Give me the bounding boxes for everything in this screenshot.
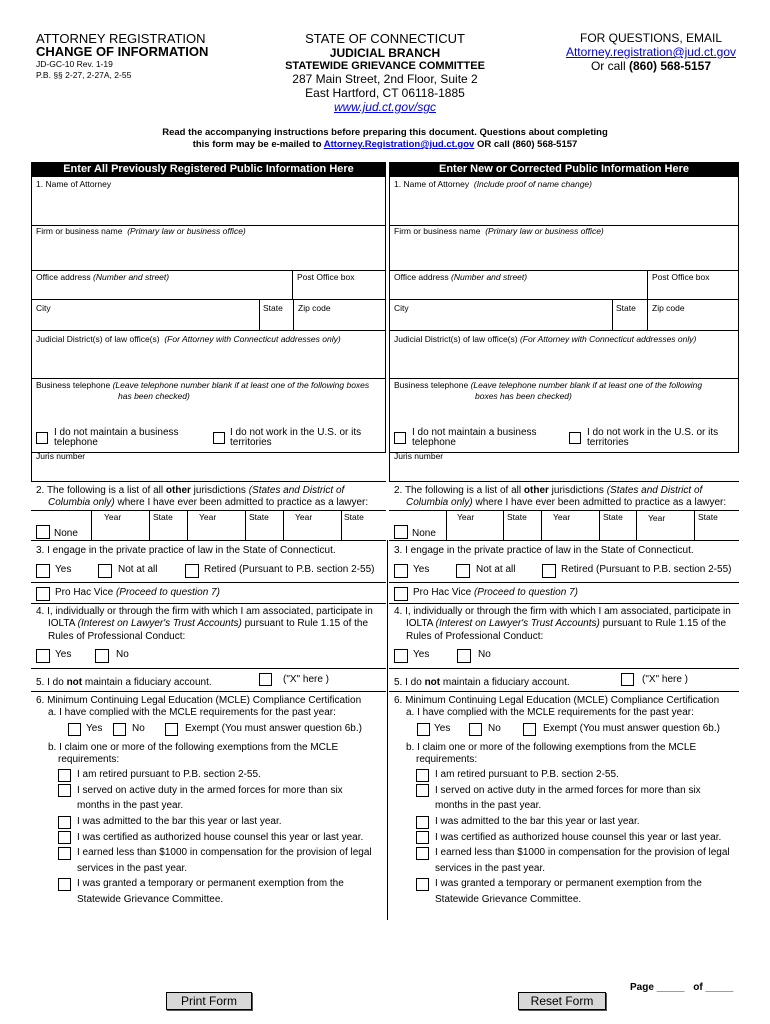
no-us-checkbox[interactable] — [213, 432, 225, 444]
new-po-box-label: Post Office box — [652, 272, 710, 282]
new-q6-yes-label: Yes — [434, 723, 451, 734]
q6-no-checkbox[interactable] — [113, 723, 126, 736]
q3-retired-checkbox[interactable] — [185, 564, 199, 578]
new-no-us-checkbox[interactable] — [569, 432, 581, 444]
page-label: Page — [630, 982, 654, 993]
q5-text-c: maintain a fiduciary account. — [82, 677, 212, 688]
new-office-address-label — [394, 272, 527, 282]
q2-text-e: Columbia only) — [48, 497, 115, 508]
new-q6-e2-checkbox[interactable] — [416, 784, 429, 797]
new-no-us-label-2: territories — [587, 437, 629, 448]
q2-text-b: other — [165, 485, 191, 496]
new-q2-text-c: jurisdictions — [548, 485, 607, 496]
q6-e3-checkbox[interactable] — [58, 816, 71, 829]
new-q4-text-a: IOLTA — [406, 618, 436, 629]
new-firm-name-label — [394, 226, 604, 236]
q5-text-a: 5. I do — [36, 677, 67, 688]
page-total-blank: _____ — [705, 982, 734, 993]
new-district-label-text: Judicial District(s) of law office(s) — [394, 334, 518, 344]
instructions-prefix: this form may be e-mailed to — [192, 139, 324, 150]
right-column — [389, 0, 739, 920]
q6-e5-checkbox[interactable] — [58, 847, 71, 860]
juris-label: Juris number — [36, 451, 86, 461]
new-q2-none-label: None — [412, 528, 436, 539]
q2-text-d: (States and District of — [248, 485, 345, 496]
q3-pro-hac-text: Pro Hac Vice — [55, 587, 114, 598]
q6-e5-label-1: I earned less than $1000 in compensation for the provision of legal — [77, 847, 372, 858]
phone-label-text: Business telephone — [36, 380, 111, 390]
new-district-label-hint: (For Attorney with Connecticut addresses only) — [519, 334, 697, 344]
new-q2-line-2 — [406, 497, 726, 508]
new-no-phone-label-1: I do not maintain a business — [412, 427, 537, 438]
form-subtitle: CHANGE OF INFORMATION — [36, 44, 209, 59]
new-q5-text-a: 5. I do — [394, 677, 425, 688]
q3-pro-hac-checkbox[interactable] — [36, 587, 50, 601]
q6-title: 6. Minimum Continuing Legal Education (MCLE) Compliance Certification — [36, 695, 362, 706]
new-no-us-label-1: I do not work in the U.S. or its — [587, 427, 719, 438]
firm-label-text: Firm or business name — [36, 226, 123, 236]
new-q5-text-b: not — [424, 677, 441, 688]
right-column-header: Enter New or Corrected Public Information Here — [389, 162, 739, 177]
new-name-label-text: 1. Name of Attorney — [394, 179, 470, 189]
zip-label: Zip code — [298, 303, 331, 313]
q3-yes-checkbox[interactable] — [36, 564, 50, 578]
new-q6-b-text-2: requirements: — [416, 754, 478, 765]
new-attorney-name-label — [394, 179, 592, 189]
office-label-text: Office address — [36, 272, 91, 282]
q2-text-c: jurisdictions — [190, 485, 249, 496]
q4-yes-label: Yes — [55, 649, 72, 660]
instructions-line-1: Read the accompanying instructions before preparing this document. Questions about completing — [162, 127, 608, 138]
q4-text-c: pursuant to Rule 1.15 of the — [241, 618, 369, 629]
new-q2-text-b: other — [523, 485, 549, 496]
new-q2-text-f: where I have ever been admitted to practice as a lawyer: — [472, 497, 727, 508]
q4-line-1: 4. I, individually or through the firm with which I am associated, participate in — [36, 606, 373, 617]
new-q6-e5-label-2: services in the past year. — [435, 863, 546, 874]
new-name-label-hint: (Include proof of name change) — [473, 179, 592, 189]
q4-text-a: IOLTA — [48, 618, 78, 629]
new-q4-yes-checkbox[interactable] — [394, 649, 408, 663]
new-q2-line-1 — [394, 485, 702, 496]
q2-text-f: where I have ever been admitted to practice as a lawyer: — [114, 497, 369, 508]
new-q5-text-c: maintain a fiduciary account. — [440, 677, 570, 688]
q2-line-1 — [36, 485, 344, 496]
new-q5-x-label: ("X" here ) — [642, 674, 689, 685]
q6-e2-label-2: months in the past year. — [77, 800, 184, 811]
new-phone-label-hint: (Leave telephone number blank if at least one of the following — [470, 380, 703, 390]
q2-year-2: Year — [199, 512, 217, 522]
new-q2-text-e: Columbia only) — [406, 497, 473, 508]
q4-no-checkbox[interactable] — [95, 649, 109, 663]
po-box-label: Post Office box — [297, 272, 355, 282]
new-q6-e6-checkbox[interactable] — [416, 878, 429, 891]
contact-phone-number: (860) 568-5157 — [628, 59, 712, 73]
q6-exempt-label: Exempt (You must answer question 6b.) — [185, 723, 362, 734]
new-q4-text-b: (Interest on Lawyer's Trust Accounts) — [435, 618, 600, 629]
firm-label-hint: (Primary law or business office) — [127, 226, 246, 236]
q3-not-at-all-label: Not at all — [118, 564, 158, 575]
new-q2-state-2: State — [603, 512, 623, 522]
form-title: ATTORNEY REGISTRATION — [36, 31, 206, 46]
new-no-phone-checkbox[interactable] — [394, 432, 406, 444]
q5-text — [36, 677, 212, 688]
state-label: State — [263, 303, 283, 313]
new-q6-e4-label: I was certified as authorized house counsel this year or last year. — [435, 832, 722, 843]
new-q3-retired-checkbox[interactable] — [542, 564, 556, 578]
q6-e4-label: I was certified as authorized house counsel this year or last year. — [77, 832, 364, 843]
left-column-header: Enter All Previously Registered Public Information Here — [31, 162, 386, 177]
q3-yes-label: Yes — [55, 564, 72, 575]
q4-line-3: Rules of Professional Conduct: — [48, 631, 186, 642]
attorney-name-label: 1. Name of Attorney — [36, 179, 112, 189]
new-q4-no-label: No — [478, 649, 491, 660]
new-q6-yes-checkbox[interactable] — [417, 723, 430, 736]
new-q3-pro-hac-text: Pro Hac Vice — [413, 587, 472, 598]
new-q2-none-checkbox[interactable] — [394, 525, 408, 539]
office-address-label — [36, 272, 169, 282]
phone-label — [36, 380, 369, 390]
q4-yes-checkbox[interactable] — [36, 649, 50, 663]
new-q6-exempt-checkbox[interactable] — [523, 723, 536, 736]
q3-not-at-all-checkbox[interactable] — [98, 564, 112, 578]
new-phone-label-hint-2: boxes has been checked) — [475, 391, 572, 401]
q6-e1-checkbox[interactable] — [58, 769, 71, 782]
left-column — [31, 0, 387, 920]
new-q2-state-1: State — [507, 512, 527, 522]
district-label-text: Judicial District(s) of law office(s) — [36, 334, 160, 344]
no-phone-label-1: I do not maintain a business — [54, 427, 179, 438]
new-q6-e5-checkbox[interactable] — [416, 847, 429, 860]
new-q4-no-checkbox[interactable] — [457, 649, 471, 663]
q6-e4-checkbox[interactable] — [58, 831, 71, 844]
new-firm-label-text: Firm or business name — [394, 226, 481, 236]
q4-line-2 — [48, 618, 368, 629]
q6-e2-label-1: I served on active duty in the armed forces for more than six — [77, 785, 343, 796]
q2-text-a: 2. The following is a list of all — [36, 485, 166, 496]
contact-phone-prefix: Or call — [590, 59, 629, 73]
new-q6-e6-label-1: I was granted a temporary or permanent exemption from the — [435, 878, 702, 889]
new-office-label-text: Office address — [394, 272, 449, 282]
new-q6-e3-checkbox[interactable] — [416, 816, 429, 829]
q2-none-checkbox[interactable] — [36, 525, 50, 539]
new-q6-no-label: No — [488, 723, 501, 734]
q3-text: 3. I engage in the private practice of law in the State of Connecticut. — [36, 545, 336, 556]
new-q6-exempt-label: Exempt (You must answer question 6b.) — [543, 723, 720, 734]
q6-a-text: a. I have complied with the MCLE requirements for the past year: — [48, 707, 336, 718]
new-q6-e2-label-1: I served on active duty in the armed forces for more than six — [435, 785, 701, 796]
new-q2-text-d: (States and District of — [606, 485, 703, 496]
new-q6-e2-label-2: months in the past year. — [435, 800, 542, 811]
prev-firm-name-input[interactable] — [33, 239, 385, 269]
new-q5-checkbox[interactable] — [621, 673, 634, 686]
agency-street: 287 Main Street, 2nd Floor, Suite 2 — [292, 72, 478, 86]
of-label: of — [693, 982, 703, 993]
q2-none-label: None — [54, 528, 78, 539]
new-q3-pro-hac-label — [413, 587, 578, 598]
form-id: JD-GC-10 Rev. 1-19 — [36, 59, 113, 69]
phone-label-hint-2: has been checked) — [118, 391, 190, 401]
q6-e2-checkbox[interactable] — [58, 784, 71, 797]
q2-line-2 — [48, 497, 368, 508]
q3-pro-hac-label — [55, 587, 220, 598]
page-number — [630, 982, 733, 993]
new-office-label-hint: (Number and street) — [451, 272, 528, 282]
new-q6-title: 6. Minimum Continuing Legal Education (MCLE) Compliance Certification — [394, 695, 720, 706]
pb-reference: P.B. §§ 2-27, 2-27A, 2-55 — [36, 70, 132, 80]
new-q2-year-1: Year — [457, 512, 475, 522]
q4-text-b: (Interest on Lawyer's Trust Accounts) — [77, 618, 242, 629]
q3-pro-hac-hint: (Proceed to question 7) — [115, 587, 220, 598]
firm-name-label — [36, 226, 246, 236]
new-q6-b-text-1: b. I claim one or more of the following exemptions from the MCLE — [406, 742, 697, 753]
new-q3-yes-label: Yes — [413, 564, 430, 575]
agency-website-link[interactable]: www.jud.ct.gov/sgc — [333, 100, 437, 114]
new-q2-state-3: State — [698, 512, 718, 522]
no-phone-label-2: telephone — [54, 437, 98, 448]
agency-branch: JUDICIAL BRANCH — [329, 46, 441, 60]
new-juris-label: Juris number — [394, 451, 444, 461]
q5-text-b: not — [66, 677, 83, 688]
agency-state: STATE OF CONNECTICUT — [305, 31, 465, 46]
page-number-blank: _____ — [656, 982, 685, 993]
new-firm-label-hint: (Primary law or business office) — [485, 226, 604, 236]
q5-checkbox[interactable] — [259, 673, 272, 686]
new-q3-pro-hac-checkbox[interactable] — [394, 587, 408, 601]
agency-city: East Hartford, CT 06118-1885 — [305, 86, 465, 100]
new-q4-line-2 — [406, 618, 726, 629]
q6-b-text-2: requirements: — [58, 754, 120, 765]
reset-form-button[interactable]: Reset Form — [518, 992, 606, 1010]
new-q4-line-3: Rules of Professional Conduct: — [406, 631, 544, 642]
new-no-phone-label-2: telephone — [412, 437, 456, 448]
prev-attorney-name-input[interactable] — [33, 192, 385, 224]
q6-e5-label-2: services in the past year. — [77, 863, 188, 874]
district-label-hint: (For Attorney with Connecticut addresses only) — [164, 334, 341, 344]
new-q6-e1-label: I am retired pursuant to P.B. section 2-55. — [435, 769, 619, 780]
city-label: City — [36, 303, 51, 313]
q6-yes-label: Yes — [86, 723, 103, 734]
q2-year-3: Year — [295, 512, 313, 522]
no-us-label-2: territories — [230, 437, 272, 448]
q6-yes-checkbox[interactable] — [68, 723, 81, 736]
new-zip-label: Zip code — [652, 303, 685, 313]
q2-state-2: State — [249, 512, 269, 522]
new-q6-e4-checkbox[interactable] — [416, 831, 429, 844]
district-label — [36, 334, 341, 344]
office-label-hint: (Number and street) — [93, 272, 170, 282]
q6-e6-label-2: Statewide Grievance Committee. — [77, 894, 224, 905]
new-q6-e5-label-1: I earned less than $1000 in compensation for the provision of legal — [435, 847, 730, 858]
new-q3-not-at-all-label: Not at all — [476, 564, 516, 575]
new-q2-year-2: Year — [553, 512, 571, 522]
new-phone-label-text: Business telephone — [394, 380, 469, 390]
new-q6-no-checkbox[interactable] — [469, 723, 482, 736]
q5-x-label: ("X" here ) — [283, 674, 330, 685]
new-q3-pro-hac-hint: (Proceed to question 7) — [473, 587, 578, 598]
new-firm-name-input[interactable] — [391, 239, 739, 269]
new-state-label: State — [616, 303, 636, 313]
new-city-label: City — [394, 303, 409, 313]
q6-e6-checkbox[interactable] — [58, 878, 71, 891]
new-q3-yes-checkbox[interactable] — [394, 564, 408, 578]
q6-e6-label-1: I was granted a temporary or permanent exemption from the — [77, 878, 344, 889]
new-q6-e1-checkbox[interactable] — [416, 769, 429, 782]
contact-email-link[interactable]: Attorney.registration@jud.ct.gov — [565, 45, 737, 59]
new-q6-e3-label: I was admitted to the bar this year or last year. — [435, 816, 640, 827]
q4-no-label: No — [116, 649, 129, 660]
new-q6-e6-label-2: Statewide Grievance Committee. — [435, 894, 582, 905]
q2-state-1: State — [153, 512, 173, 522]
q2-state-3: State — [344, 512, 364, 522]
new-q4-yes-label: Yes — [413, 649, 430, 660]
phone-label-hint: (Leave telephone number blank if at least one of the following boxes — [112, 380, 370, 390]
new-q3-not-at-all-checkbox[interactable] — [456, 564, 470, 578]
new-q5-text — [394, 677, 570, 688]
new-q4-line-1: 4. I, individually or through the firm with which I am associated, participate in — [394, 606, 731, 617]
new-attorney-name-input[interactable] — [391, 192, 739, 224]
new-phone-label — [394, 380, 702, 390]
instructions-email-link[interactable]: Attorney.Registration@jud.ct.gov — [323, 139, 475, 150]
q6-e3-label: I was admitted to the bar this year or last year. — [77, 816, 282, 827]
no-phone-checkbox[interactable] — [36, 432, 48, 444]
new-q4-text-c: pursuant to Rule 1.15 of the — [599, 618, 727, 629]
new-q6-a-text: a. I have complied with the MCLE requirements for the past year: — [406, 707, 694, 718]
new-q2-year-3: Year — [648, 513, 666, 523]
q6-e1-label: I am retired pursuant to P.B. section 2-55. — [77, 769, 261, 780]
print-form-button[interactable]: Print Form — [166, 992, 252, 1010]
new-q2-text-a: 2. The following is a list of all — [394, 485, 524, 496]
q2-year-1: Year — [104, 512, 122, 522]
new-q3-text: 3. I engage in the private practice of law in the State of Connecticut. — [394, 545, 694, 556]
no-us-label-1: I do not work in the U.S. or its — [230, 427, 362, 438]
q3-retired-label: Retired (Pursuant to P.B. section 2-55) — [204, 564, 375, 575]
q6-b-text-1: b. I claim one or more of the following exemptions from the MCLE — [48, 742, 339, 753]
new-q3-retired-label: Retired (Pursuant to P.B. section 2-55) — [561, 564, 732, 575]
q6-no-label: No — [132, 723, 145, 734]
contact-title: FOR QUESTIONS, EMAIL — [579, 31, 723, 45]
q6-exempt-checkbox[interactable] — [165, 723, 178, 736]
instructions-suffix: OR call (860) 568-5157 — [474, 139, 578, 150]
agency-committee: STATEWIDE GRIEVANCE COMMITTEE — [285, 60, 485, 72]
new-district-label — [394, 334, 696, 344]
